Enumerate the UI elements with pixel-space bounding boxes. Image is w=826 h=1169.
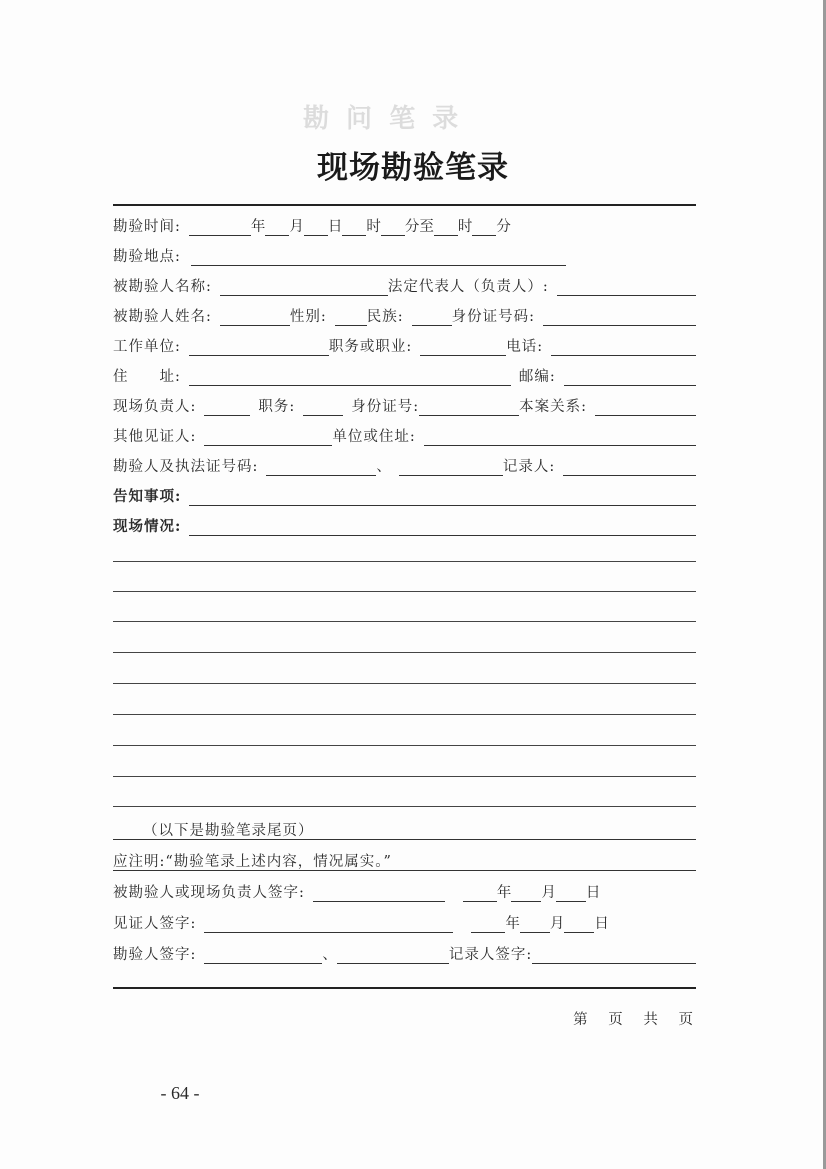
month-blank[interactable] [265,218,289,236]
witness-row [113,424,696,446]
inspection-time-row [113,214,696,236]
page-title: 现场勘验笔录 [317,150,509,186]
id-number-field[interactable] [543,308,696,326]
situation-line[interactable] [113,652,696,653]
witness-sign-day-field[interactable] [564,915,594,933]
subject-sign-day-label: 日 [585,885,601,901]
site-leader-field[interactable] [204,398,250,416]
witness-field[interactable] [204,428,332,446]
situation-line[interactable] [113,591,696,592]
sign-separator-mark: 、 [322,947,337,963]
day-blank[interactable] [304,218,328,236]
witness-label: 其他见证人: [113,429,197,445]
site-leader-row [113,394,696,416]
page-number: - 64 - [160,1083,200,1103]
inspector-sign-label: 勘验人签字: [113,947,197,963]
inspector-sign-2-field[interactable] [337,946,449,964]
subject-name-field[interactable] [220,278,388,296]
postcode-field[interactable] [564,368,696,386]
subject-sign-year-label: 年 [496,885,512,901]
hour-label: 时 [366,219,381,235]
minute-blank[interactable] [381,218,405,236]
recorder-sign-label: 记录人签字: [448,947,533,963]
witness-sign-day-label: 日 [594,916,609,932]
work-unit-row [113,334,696,356]
address-label: 住 址: [113,369,181,385]
end-hour-blank[interactable] [434,218,458,236]
position-label: 职务: [258,399,296,415]
subject-person-label: 被勘验人姓名: [113,309,212,325]
occupation-label: 职务或职业: [328,339,413,355]
id-number-label: 身份证号码: [451,309,536,325]
case-relation-field[interactable] [595,398,696,416]
inspection-time-label: 勘验时间: [113,219,181,235]
legal-rep-field[interactable] [557,278,696,296]
address-row [113,364,696,386]
year-blank[interactable] [189,218,251,236]
gender-field[interactable] [335,308,367,326]
witness-sign-year-field[interactable] [471,915,505,933]
situation-field[interactable] [189,518,696,536]
site-id-label: 身份证号: [351,399,420,415]
end-minute-blank[interactable] [472,218,496,236]
inspection-location-field[interactable] [191,248,566,266]
top-rule [113,204,696,206]
situation-line[interactable] [113,714,696,715]
year-label: 年 [250,219,266,235]
site-leader-label: 现场负责人: [113,399,197,415]
page-count-text: 第 页 共 页 [573,1012,696,1028]
witness-unit-field[interactable] [424,428,696,446]
recorder-field[interactable] [563,458,696,476]
subject-sign-field[interactable] [313,884,445,902]
subject-sign-year-field[interactable] [463,884,497,902]
situation-line[interactable] [113,561,696,562]
notice-field[interactable] [189,488,696,506]
subject-sign-day-field[interactable] [556,884,586,902]
end-note-row [113,818,696,840]
minute-to-label: 分至 [404,219,434,235]
witness-sign-year-label: 年 [505,916,520,932]
separator-mark: 、 [376,459,391,475]
bottom-rule [113,987,696,989]
subject-person-field[interactable] [220,308,290,326]
end-minute-label: 分 [496,219,511,235]
ethnicity-label: 民族: [366,309,404,325]
subject-person-row [113,304,696,326]
inspection-location-label: 勘验地点: [113,249,181,265]
bleed-through-watermark: 勘 问 笔 录 [303,104,463,134]
inspector-1-field[interactable] [266,458,376,476]
work-unit-label: 工作单位: [113,339,181,355]
hour-blank[interactable] [342,218,366,236]
witness-sign-label: 见证人签字: [113,916,197,932]
month-label: 月 [289,219,304,235]
end-note-text: （以下是勘验笔录尾页） [143,823,314,839]
inspector-label: 勘验人及执法证号码: [113,459,259,475]
witness-sign-month-field[interactable] [520,915,550,933]
phone-field[interactable] [551,338,696,356]
subject-name-row [113,274,696,296]
legal-rep-label: 法定代表人（负责人）: [387,279,549,295]
inspection-location-row [113,244,696,266]
situation-line[interactable] [113,776,696,777]
situation-line[interactable] [113,621,696,622]
site-id-field[interactable] [419,398,519,416]
inspector-2-field[interactable] [399,458,503,476]
statement-row [113,849,696,871]
end-hour-label: 时 [457,219,473,235]
situation-label: 现场情况: [113,518,182,535]
case-relation-label: 本案关系: [519,399,588,415]
inspector-row [113,454,696,476]
gender-label: 性别: [289,309,327,325]
subject-sign-label: 被勘验人或现场负责人签字: [113,885,305,901]
situation-row [113,514,696,536]
notice-label: 告知事项: [113,488,182,505]
notice-row [113,484,696,506]
situation-line[interactable] [113,806,696,807]
end-note-line [314,822,697,840]
statement-text: 应注明:“勘验笔录上述内容，情况属实。” [113,854,392,870]
subject-sign-month-label: 月 [541,885,556,901]
address-field[interactable] [189,368,511,386]
witness-unit-label: 单位或住址: [332,429,416,445]
ethnicity-field[interactable] [412,308,452,326]
situation-line[interactable] [113,745,696,746]
witness-sign-month-label: 月 [549,916,565,932]
phone-label: 电话: [506,339,544,355]
witness-sign-row [113,911,696,933]
end-note-lead-line [113,822,143,840]
occupation-field[interactable] [420,338,506,356]
inspector-sign-row [113,942,696,964]
work-unit-field[interactable] [189,338,329,356]
postcode-label: 邮编: [518,369,556,385]
day-label: 日 [327,219,343,235]
subject-name-label: 被勘验人名称: [113,279,212,295]
recorder-sign-field[interactable] [532,946,696,964]
subject-sign-row [113,880,696,902]
position-field[interactable] [303,398,343,416]
witness-sign-field[interactable] [204,915,453,933]
recorder-label: 记录人: [502,459,556,475]
subject-sign-month-field[interactable] [511,884,541,902]
situation-line[interactable] [113,683,696,684]
statement-line [392,853,696,871]
inspector-sign-1-field[interactable] [204,946,322,964]
